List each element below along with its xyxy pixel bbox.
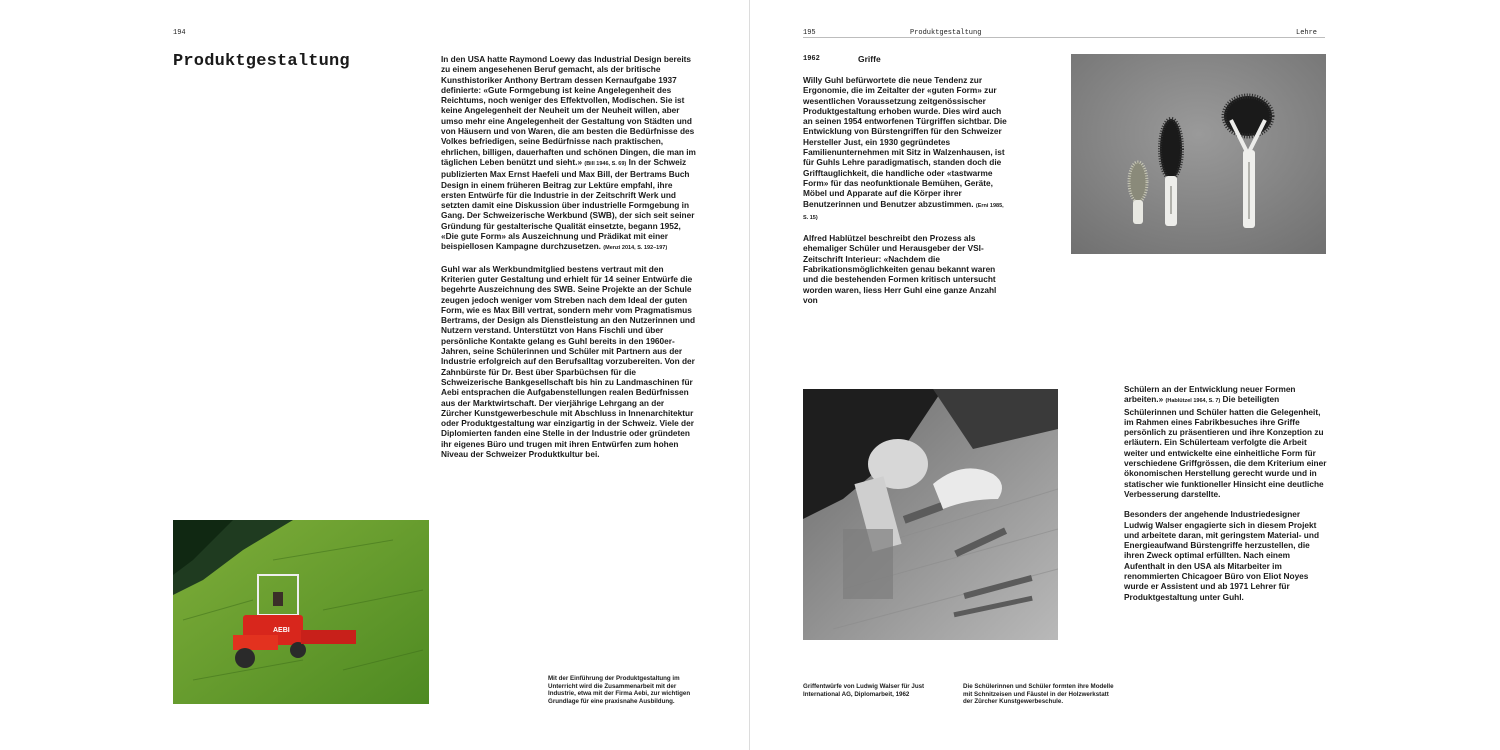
right-paragraph-3 — [1124, 384, 1327, 499]
citation: (Erni 1985, S. 15) — [803, 202, 1004, 221]
photo-workshop — [803, 389, 1058, 640]
page-title: Produktgestaltung — [173, 52, 350, 71]
aebi-logo: AEBI — [273, 627, 290, 634]
left-paragraph-1 — [441, 54, 697, 254]
right-paragraph-1 — [803, 75, 1008, 223]
right-body-text-2 — [1124, 384, 1327, 612]
right-paragraph-1-text: Willy Guhl befürwortete die neue Tendenz zur Ergonomie, die im Zeitalter der «guten Form» zur wesentlichen Voraussetzung zeitgenössischer Produktgestaltung erhoben wurde. Dies wird auch an seinen 1954 entworfenen Türgriffen sichtbar. Die Entwicklung von Bürstengriffen für den Schweizer Hersteller Just, ein 1930 gegründetes Familienunternehmen mit Sitz in Walzenhausen, ist für Guhls Lehre paradigmatisch, standen doch die Grifftauglichkeit, die handliche oder «tastwarme Form» für das neofunktionale Bemühen, Geräte, Möbel und Apparate auf die Körper ihrer Benutzerinnen und Benutzer abzustimmen. — [803, 75, 1007, 209]
photo-brush-handles — [1071, 54, 1326, 254]
section-title: Griffe — [858, 54, 881, 64]
left-paragraph-1b: In der Schweiz publizierten Max Ernst Haefeli und Max Bill, der Bertrams Buch Design in einem früheren Beitrag zur Lektüre empfahl, ihre ersten Entwürfe für die Industrie in der Zeitschrift Werk und setzten damit eine Diskussion über industrielle Formgebung in Gang. Der Schweizerische Werkbund (SWB), der sich seit seiner Gründung für gestalterische Qualität einsetzte, begann 1952, «Die gute Form» als Auszeichnung und Prädikat mit einer beispiellosen Kampagne durchzusetzen. — [441, 156, 695, 252]
photo-aebi-tractor — [173, 520, 429, 704]
section-year: 1962 — [803, 55, 820, 63]
caption-aebi: Mit der Einführung der Produktgestaltung im Unterricht wird die Zusammenarbeit mit der Industrie, etwa mit der Firma Aebi, zur wichtigen Grundlage für eine praxisnahe Ausbildung. — [548, 675, 691, 705]
caption-griffe: Griffentwürfe von Ludwig Walser für Just International AG, Diplomarbeit, 1962 — [803, 683, 925, 698]
citation: (Bill 1946, S. 69) — [584, 160, 627, 167]
right-paragraph-3b: Die beteiligten Schülerinnen und Schüler hatten die Gelegenheit, im Rahmen eines Fabrikbesuches ihre Griffe persönlich zu präsentieren und ihre Konzeption zu erläutern. Ein Schülerteam verfolgte die Arbeit weiter und entwickelte eine einheitliche Form für verschiedene Griffgrössen, die dem Kriterium einer ökonomischen Herstellung gerecht wurde und in statischer wie funktioneller Hinsicht eine deutliche Verbesserung darstellte. — [1124, 394, 1327, 499]
citation: (Hablützel 1964, S. 7) — [1165, 398, 1221, 405]
running-head: Produktgestaltung — [910, 29, 982, 37]
running-head-section: Lehre — [1296, 29, 1318, 37]
left-body-text — [441, 54, 697, 469]
page-number-left: 194 — [173, 29, 186, 37]
citation: (Menzi 2014, S. 192–197) — [603, 245, 668, 252]
right-paragraph-2: Alfred Hablützel beschreibt den Prozess als ehemaliger Schüler und Herausgeber der VSI-Zeitschrift Interieur: «Nachdem die Fabrikationsmöglichkeiten genau bekannt waren und die bestehenden Formen kritisch untersucht worden waren, liess Herr Guhl eine ganze Anzahl von — [803, 233, 997, 305]
header-rule — [803, 37, 1325, 38]
right-paragraph-3a: Schülern an der Entwicklung neuer Formen arbeiten.» — [1124, 384, 1296, 405]
page-number-right: 195 — [803, 29, 816, 37]
page-gutter — [749, 0, 750, 750]
caption-workshop: Die Schülerinnen und Schüler formten ihre Modelle mit Schnitzeisen und Fäustel in der Holzwerkstatt der Zürcher Kunstgewerbeschule. — [963, 683, 1114, 706]
right-body-text-1 — [803, 75, 1008, 315]
right-paragraph-4: Besonders der angehende Industriedesigner Ludwig Walser engagierte sich in diesem Projekt und arbeitete daran, mit geringstem Material- und Energieaufwand Bürstengriffe herzustellen, die ihren Zweck optimal erfüllten. Nach einem Aufenthalt in den USA als Mitarbeiter im renommierten Chicagoer Büro von Eliot Noyes wurde er Assistent und ab 1971 Lehrer für Produktgestaltung unter Guhl. — [1124, 509, 1320, 602]
left-paragraph-1a: In den USA hatte Raymond Loewy das Industrial Design bereits zu einem angesehenen Beruf gemacht, als der britische Kunsthistoriker Anthony Bertram dessen Kernaufgabe 1937 definierte: «Gute Formgebung ist keine Angelegenheit des Reichtums, noch weniger des Effektvollen, Modischen. Sie ist keine Angelegenheit der Neuheit um der Neuheit willen, aber umso mehr eine Angelegenheit der Gestaltung von Städten und von Häusern und von Waren, die am besten die Bedürfnisse des Volkes befriedigen, seine Bedürfnisse nach praktischen, ehrlichen, billigen, dauerhaften und schönen Dingen, die man im täglichen Leben benützt und sieht.» — [441, 54, 696, 167]
left-paragraph-2: Guhl war als Werkbundmitglied bestens vertraut mit den Kriterien guter Gestaltung und erhielt für 14 seiner Entwürfe die begehrte Auszeichnung des SWB. Seine Projekte an der Schule zeugen jedoch weniger vom Streben nach dem Ideal der guten Form, wie es Max Bill vertrat, sondern mehr vom Pragmatismus Bertrams, der Design als Dienstleistung an den Nutzerinnen und Nutzern verstand. Unterstützt von Hans Fischli und über persönliche Kontakte gelang es Guhl bereits in den 1960er-Jahren, seine Schülerinnen und Schüler mit Partnern aus der Industrie erfolgreich auf den Berufsalltag vorzubereiten. Von der Zahnbürste für Dr. Best über Sparbüchsen für die Schweizerische Bankgesellschaft bis hin zu Landmaschinen für Aebi entsprachen die Aufgabenstellungen realen Bedürfnissen aus der Marktwirtschaft. Der vierjährige Lehrgang an der Zürcher Kunstgewerbeschule mit Abschluss in Innenarchitektur oder Produktgestaltung war einzigartig in der Schweiz. Viele der Diplomierten fanden eine Stelle in der Industrie oder gründeten ihr eigenes Büro und trugen mit ihren Entwürfen zum hohen Niveau der Schweizer Produktkultur bei. — [441, 263, 696, 459]
